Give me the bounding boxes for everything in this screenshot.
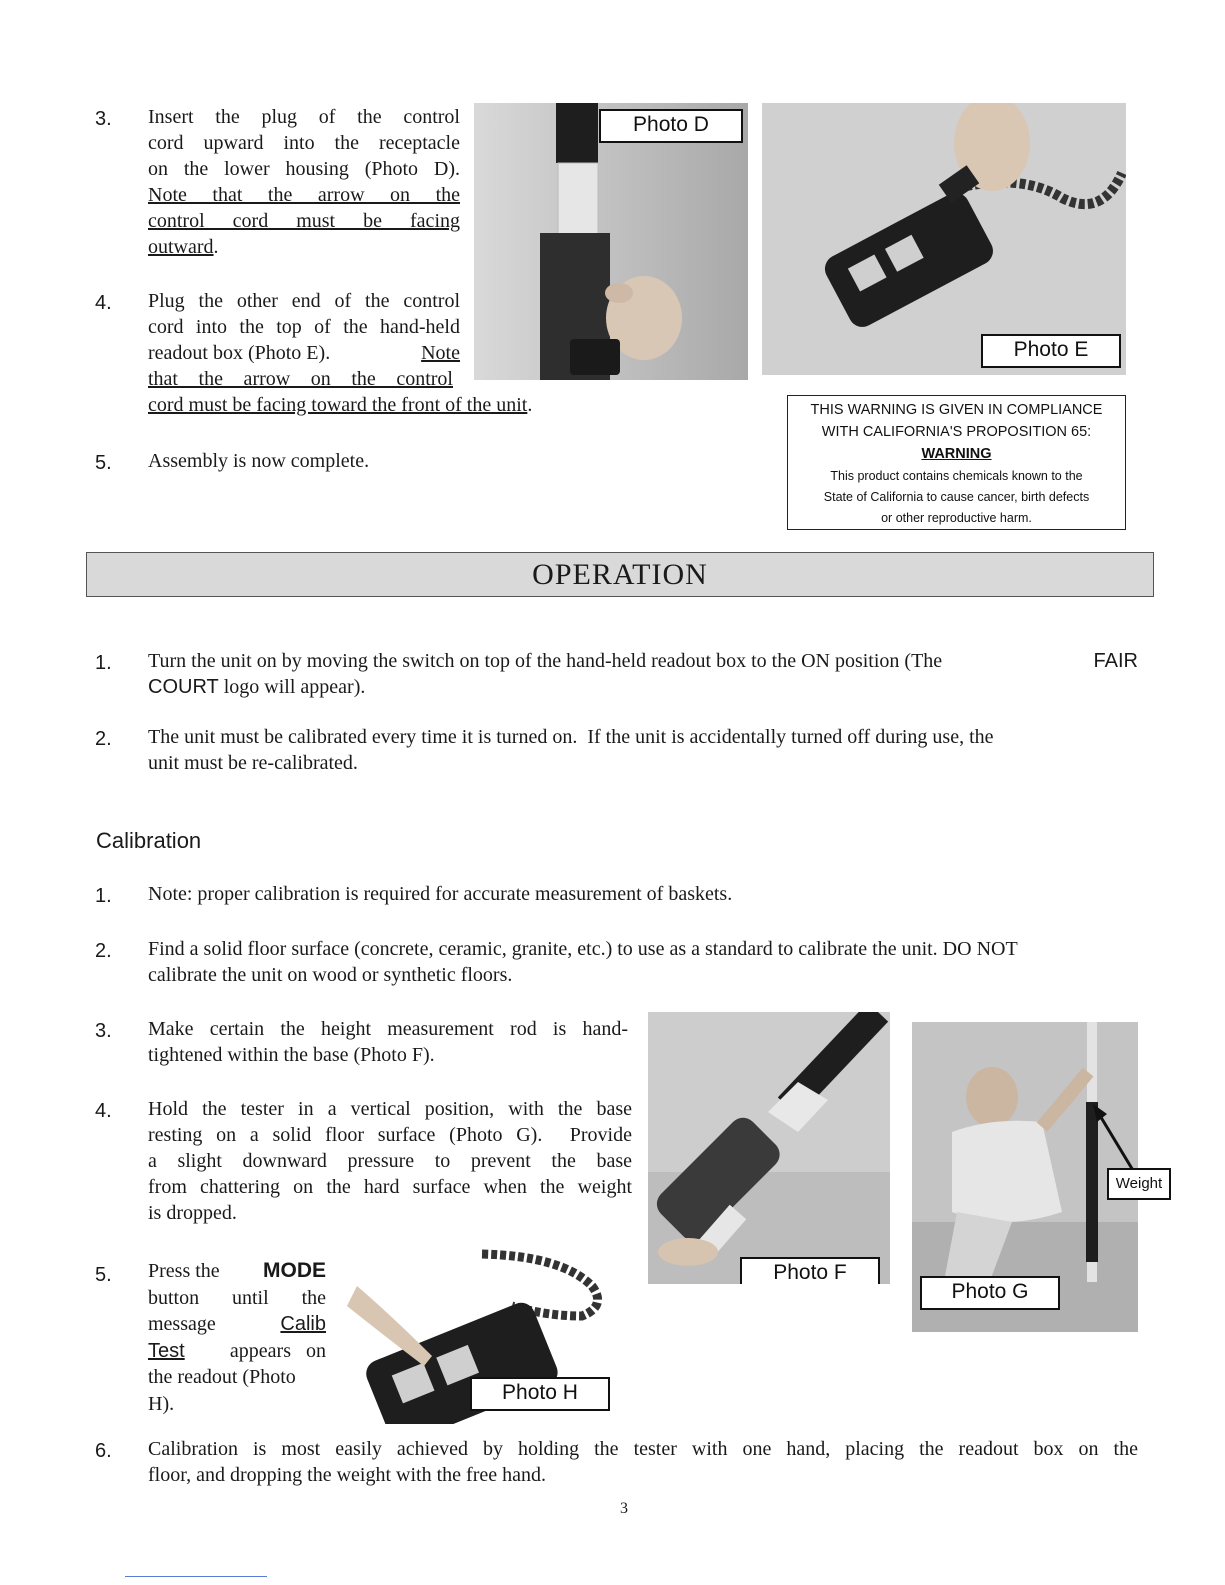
text-line: button until the xyxy=(148,1286,326,1309)
photo-f xyxy=(648,1012,890,1284)
page-number: 3 xyxy=(620,1500,628,1517)
note-period: . xyxy=(213,236,219,258)
note-period: . xyxy=(527,394,533,416)
text-line: message xyxy=(148,1313,216,1335)
text-line: unit must be re-calibrated. xyxy=(148,752,358,774)
step-number: 2. xyxy=(95,728,112,750)
calibration-step-2-text xyxy=(148,936,1138,988)
calibration-step-3-text xyxy=(148,1016,628,1068)
text-line: Plug the other end of the control xyxy=(148,290,460,312)
calibration-heading: Calibration xyxy=(96,828,202,853)
operation-step-1-text xyxy=(148,648,1138,700)
photo-h xyxy=(332,1246,614,1424)
prop65-warning-box xyxy=(787,395,1126,530)
step-number: 5. xyxy=(95,452,112,474)
text-line: floor, and dropping the weight with the free hand. xyxy=(148,1464,546,1486)
text-line: readout box (Photo E). xyxy=(148,342,331,364)
mode-button-label: MODE xyxy=(263,1259,326,1282)
text-line: resting on a solid floor surface (Photo G). Provide xyxy=(148,1124,632,1146)
brand-court: COURT xyxy=(148,676,219,698)
step-number: 3. xyxy=(95,1020,112,1042)
calib-message: Calib xyxy=(280,1313,326,1335)
calibration-step-6-text xyxy=(148,1436,1138,1488)
step-number: 1. xyxy=(95,652,112,674)
photo-e xyxy=(762,103,1126,375)
note-start: Note xyxy=(421,342,460,364)
assembly-step-3-text xyxy=(148,104,460,260)
warning-heading: WARNING xyxy=(921,446,992,462)
step-number: 5. xyxy=(95,1264,112,1286)
operation-title: OPERATION xyxy=(532,558,708,591)
step-number: 4. xyxy=(95,292,112,314)
footer-rule xyxy=(125,1576,267,1577)
operation-step-2-text xyxy=(148,724,1138,776)
text-line: a slight downward pressure to prevent the base xyxy=(148,1150,632,1172)
photo-f-label: Photo F xyxy=(740,1257,880,1284)
warning-line: THIS WARNING IS GIVEN IN COMPLIANCE xyxy=(810,402,1103,418)
weight-label: Weight xyxy=(1107,1168,1171,1200)
warning-line: This product contains chemicals known to the xyxy=(830,469,1083,483)
photo-f-image xyxy=(648,1012,890,1284)
text-line: Find a solid floor surface (concrete, ceramic, granite, etc.) to use as a standard to calibrate the unit. DO NOT xyxy=(148,938,1018,960)
text-line: tightened within the base (Photo F). xyxy=(148,1044,435,1066)
text-line: Calibration is most easily achieved by holding the tester with one hand, placing the readout box on the xyxy=(148,1438,1138,1460)
photo-e-label: Photo E xyxy=(981,334,1121,368)
text-line: appears on xyxy=(229,1339,326,1362)
operation-section-header xyxy=(86,552,1154,597)
note-line: cord must be facing toward the front of the unit xyxy=(148,394,528,416)
note-line: that the arrow on the control xyxy=(148,368,453,390)
note-line: Note that the arrow on the xyxy=(148,184,460,206)
photo-d xyxy=(474,103,748,380)
text-line: Press the xyxy=(148,1260,220,1282)
note-line: control cord must be facing xyxy=(148,210,460,232)
text-line: Make certain the height measurement rod is hand- xyxy=(148,1018,628,1040)
step-number: 3. xyxy=(95,108,112,130)
warning-line: WITH CALIFORNIA'S PROPOSITION 65: xyxy=(821,424,1092,440)
assembly-step-5-text: Assembly is now complete. xyxy=(148,450,370,472)
photo-g-label: Photo G xyxy=(920,1276,1060,1310)
step-number: 2. xyxy=(95,940,112,962)
text-line: the readout (Photo xyxy=(148,1366,296,1388)
text-line: logo will appear). xyxy=(218,676,366,698)
calibration-step-5-text xyxy=(148,1258,326,1417)
text-line: calibrate the unit on wood or synthetic floors. xyxy=(148,964,513,986)
step-number: 6. xyxy=(95,1440,112,1462)
text-line: Turn the unit on by moving the switch on top of the hand-held readout box to the ON position (The xyxy=(148,650,943,672)
warning-line: State of California to cause cancer, birth defects xyxy=(823,490,1090,504)
text-line: The unit must be calibrated every time it is turned on. If the unit is accidentally turned off during use, the xyxy=(148,726,994,748)
text-line: cord upward into the receptacle xyxy=(148,132,460,154)
calibration-step-4-text xyxy=(148,1096,632,1226)
step-number: 4. xyxy=(95,1100,112,1122)
photo-h-label: Photo H xyxy=(470,1377,610,1411)
photo-d-image xyxy=(474,103,748,380)
step-number: 1. xyxy=(95,885,112,907)
text-line: cord into the top of the hand-held xyxy=(148,316,460,338)
text-line: Hold the tester in a vertical position, with the base xyxy=(148,1098,632,1120)
text-line: Insert the plug of the control xyxy=(148,106,460,128)
text-line: on the lower housing (Photo D). xyxy=(148,158,460,180)
photo-d-label: Photo D xyxy=(599,109,743,143)
brand-fair: FAIR xyxy=(1093,650,1138,672)
photo-g xyxy=(912,1022,1138,1332)
text-line: is dropped. xyxy=(148,1202,237,1224)
text-line: H). xyxy=(148,1392,175,1415)
note-line: outward xyxy=(148,236,214,258)
test-message: Test xyxy=(148,1339,185,1362)
calibration-step-1-text: Note: proper calibration is required for accurate measurement of baskets. xyxy=(148,883,733,905)
warning-line: or other reproductive harm. xyxy=(881,511,1032,525)
text-line: from chattering on the hard surface when the weight xyxy=(148,1176,632,1198)
